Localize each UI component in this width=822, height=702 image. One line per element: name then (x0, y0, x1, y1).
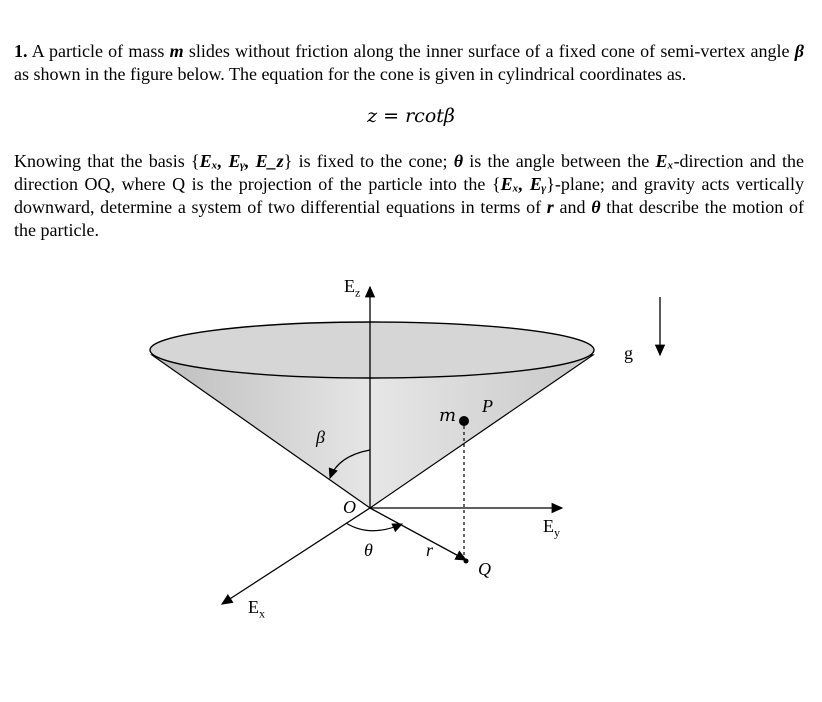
text-segment: Knowing that the basis { (14, 151, 200, 171)
particle-dot (459, 416, 469, 426)
oq-line (370, 508, 466, 560)
basis-vectors: Eₓ, Eᵧ, E_z (199, 151, 284, 171)
q-label: Q (478, 559, 491, 579)
ex-direction: Eₓ (655, 151, 674, 171)
p-label: P (482, 396, 493, 416)
ex-axis (222, 508, 370, 604)
origin-label: O (343, 497, 356, 517)
theta-symbol: θ (453, 151, 464, 171)
text-segment: that describe the motion of the particle. (14, 197, 804, 240)
ex-label: $E_x$ (248, 597, 265, 621)
q-dot (464, 559, 469, 564)
problem-number: 1. (14, 41, 28, 61)
text-segment: A particle of mass (31, 41, 170, 61)
beta-label: β (316, 427, 325, 447)
plane-basis: Eₓ, Eᵧ (500, 174, 547, 194)
m-label: m (439, 405, 457, 426)
g-label: g (624, 343, 633, 363)
theta-arc (346, 523, 402, 531)
cone-equation: z = rcotβ (367, 105, 455, 127)
ey-label: $E_y$ (543, 516, 560, 540)
text-segment: and (553, 197, 592, 217)
text-segment: is the angle between the (463, 151, 656, 171)
text-segment: slides without friction along the inner surface of a fixed cone of semi-vertex angle (183, 41, 795, 61)
cone-rim (150, 322, 594, 378)
text-segment: }-plane; and gravity acts vertically downward, determine a system of two differential equations in terms of (14, 174, 804, 217)
text-segment: as shown in the figure below. The equation for the cone is given in cylindrical coordinates as. (14, 64, 687, 84)
r-symbol: r (546, 197, 554, 217)
r-label: r (426, 540, 434, 560)
mass-symbol: m (169, 41, 184, 61)
ez-label: $E_z$ (344, 276, 361, 300)
beta-symbol: β (794, 41, 804, 61)
theta-label: θ (364, 540, 373, 560)
text-segment: } is fixed to the cone; (283, 151, 454, 171)
text-segment: -direction and the direction OQ, where Q is the projection of the particle into the { (14, 151, 804, 194)
theta-symbol: θ (591, 197, 601, 217)
